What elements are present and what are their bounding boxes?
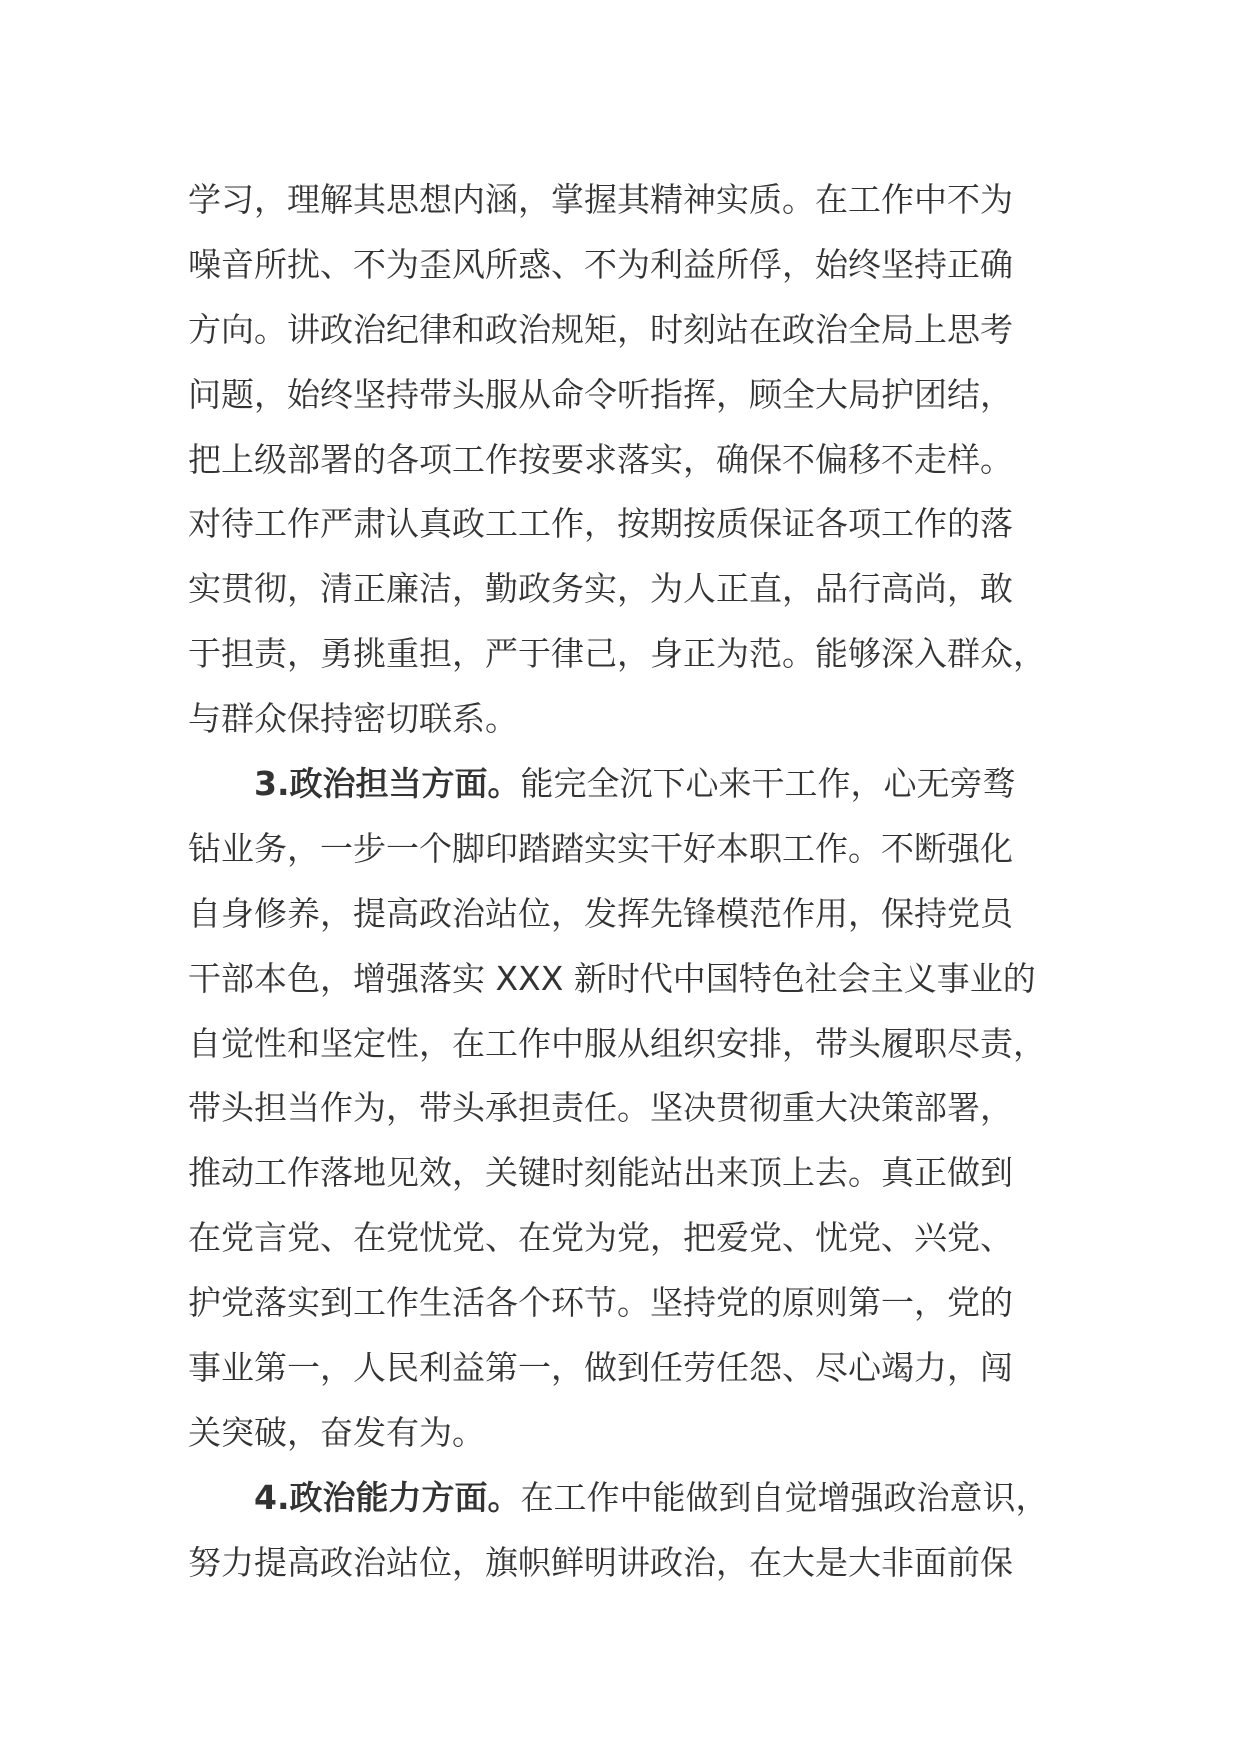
text-line: 事业第一，人民利益第一，做到任劳任怨、尽心竭力，闯 xyxy=(188,1348,1013,1388)
paragraph-first-line xyxy=(188,1466,1068,1531)
text-line: 自觉性和坚定性，在工作中服从组织安排，带头履职尽责， xyxy=(188,1023,1046,1063)
text-line: 推动工作落地见效，关键时刻能站出来顶上去。真正做到 xyxy=(188,1153,1013,1193)
text-run: 能完全沉下心来干工作，心无旁骛 xyxy=(520,764,1016,804)
text-line: 关突破，奋发有为。 xyxy=(188,1412,485,1452)
text-line: 与群众保持密切联系。 xyxy=(188,699,518,739)
text-line: 实贯彻，清正廉洁，勤政务实，为人正直，品行高尚，敢 xyxy=(188,569,1013,609)
text-line: 钻业务，一步一个脚印踏踏实实干好本职工作。不断强化 xyxy=(188,828,1013,868)
text-line: 自身修养，提高政治站位，发挥先锋模范作用，保持党员 xyxy=(188,893,1013,933)
text-line: 带头担当作为，带头承担责任。坚决贯彻重大决策部署， xyxy=(188,1088,1013,1128)
paragraph-continuation xyxy=(188,168,1068,752)
section-heading: 3.政治担当方面。 xyxy=(254,764,521,804)
text-line: 对待工作严肃认真政工工作，按期按质保证各项工作的落 xyxy=(188,504,1013,544)
paragraph-political-responsibility xyxy=(188,752,1068,1466)
text-line: 问题，始终坚持带头服从命令听指挥，顾全大局护团结， xyxy=(188,374,1013,414)
text-line: 把上级部署的各项工作按要求落实，确保不偏移不走样。 xyxy=(188,439,1013,479)
document-body xyxy=(188,168,1068,1596)
paragraph-political-ability xyxy=(188,1466,1068,1596)
text-line: 在党言党、在党忧党、在党为党，把爱党、忧党、兴党、 xyxy=(188,1218,1013,1258)
text-line: 干部本色，增强落实 XXX 新时代中国特色社会主义事业的 xyxy=(188,958,1036,998)
section-heading: 4.政治能力方面。 xyxy=(254,1477,521,1517)
text-run: 在工作中能做到自觉增强政治意识， xyxy=(520,1477,1049,1517)
paragraph-first-line xyxy=(188,752,1068,817)
text-line: 噪音所扰、不为歪风所惑、不为利益所俘，始终坚持正确 xyxy=(188,244,1013,284)
text-line: 于担责，勇挑重担，严于律己，身正为范。能够深入群众， xyxy=(188,634,1046,674)
text-line: 学习，理解其思想内涵，掌握其精神实质。在工作中不为 xyxy=(188,180,1013,219)
text-line: 努力提高政治站位，旗帜鲜明讲政治，在大是大非面前保 xyxy=(188,1542,1013,1582)
text-line: 方向。讲政治纪律和政治规矩，时刻站在政治全局上思考 xyxy=(188,309,1013,349)
text-line: 护党落实到工作生活各个环节。坚持党的原则第一，党的 xyxy=(188,1283,1013,1323)
